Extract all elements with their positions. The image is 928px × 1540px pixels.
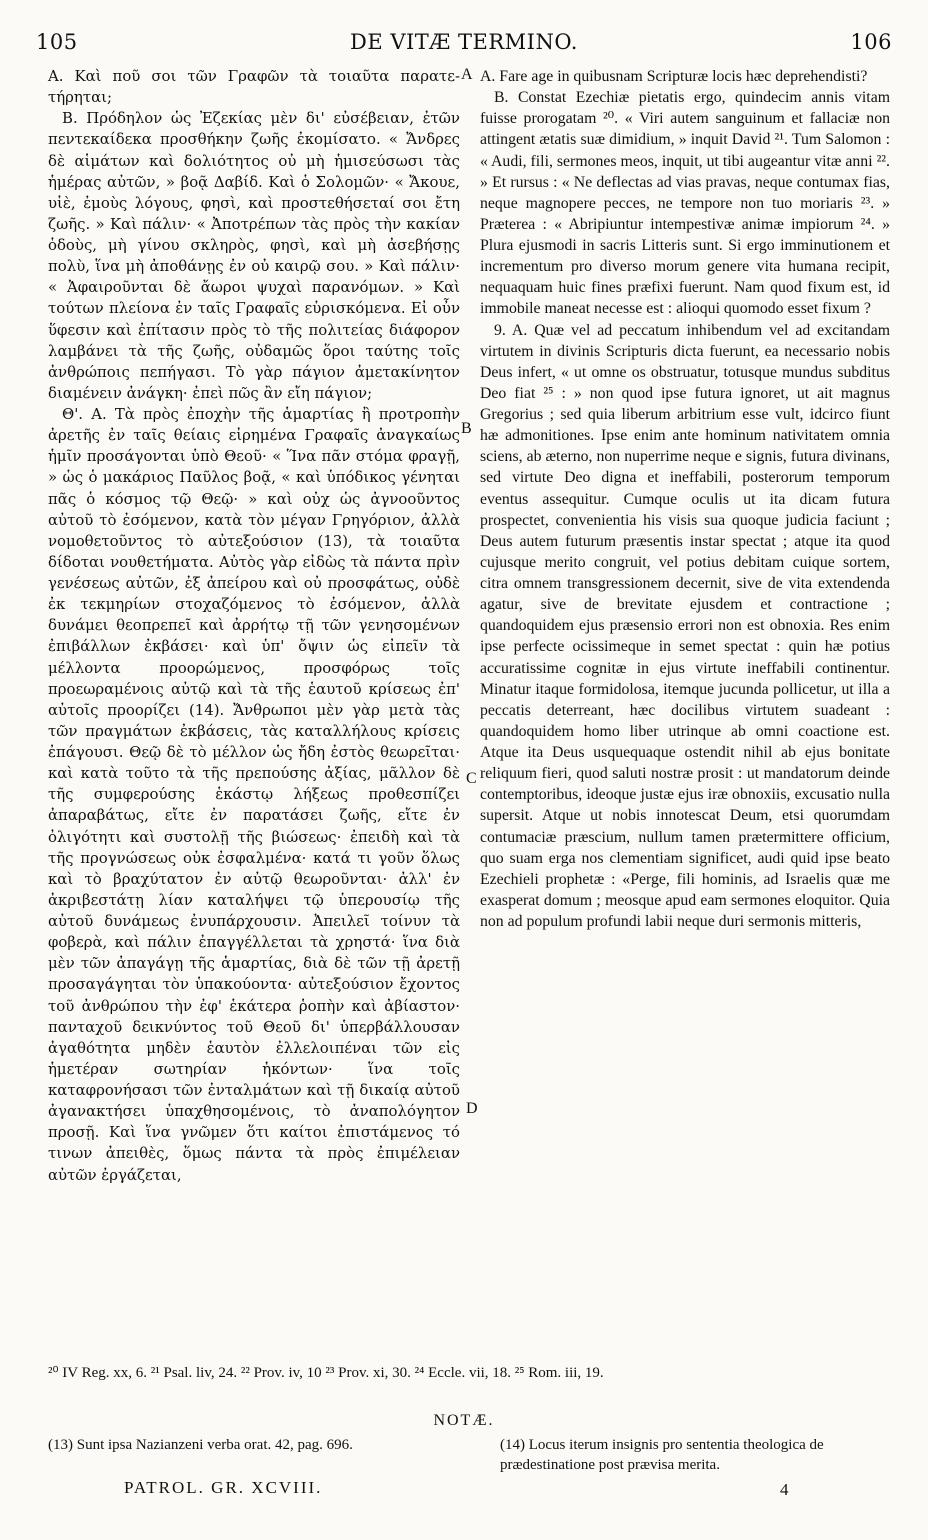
greek-paragraph-2: B. Πρόδηλον ὡς Ἐζεκίας μὲν δι' εὐσέβειαν, ἐτῶν πεντεκαίδεκα προσθήκην ζωῆς ἐκομίσατο. « Ἄνδρες δὲ αἱμάτων καὶ δολιότητος οὐ μὴ ἡμισεύσωσι τὰς ἡμέρας αὐτῶν, » βοᾷ Δαβίδ. Καὶ ὁ Σολομῶν· « Ἄκουε, υἱὲ, ἐμοὺς λόγους, φησὶ, καὶ προστεθήσεταί σοι ἔτη ζωῆς. » Καὶ πάλιν· « Ἀποτρέπων τὰς πρὸς τὴν κακίαν ὁδοὺς, μὴ γίνου σκληρὸς, φησὶ, καὶ μὴ ἀσεβήσῃς πολὺ, ἵνα μὴ ἀποθάνῃς ἐν οὐ καιρῷ σου. » Καὶ πάλιν· « Ἀφαιροῦνται δὲ ἄωροι ψυχαὶ παρανόμων. » Καὶ τούτων πλείονα ἐν ταῖς Γραφαῖς εὑρισκόμενα. Εἰ οὖν ὕφεσιν καὶ ἐπίτασιν πρὸς τὸ τῆς πολιτείας διάφορον λαμβάνει τὰ τῆς ζωῆς, οὐδαμῶς ὅροι ταύτης τοῖς ἀνθρώποις πεπήγασι. Τὸ γὰρ πάγιον ἀμετακίνητον διαμένειν ἀνάγκη· ἐπεὶ πῶς ἂν εἴη πάγιον; [48,109,460,402]
running-title: DE VITÆ TERMINO. [350,30,578,54]
margin-letter-d: D [466,1100,478,1117]
signature-mark: 4 [780,1480,789,1499]
greek-column [48,66,460,1186]
latin-paragraph-3: 9. A. Quæ vel ad peccatum inhibendum vel ad excitandam virtutem in divinis Scripturis dicta fuerunt, ea necessario nobis Deus infert, « ut omne os obstruatur, totusque mundus subditus Deo fiat ²⁵ : » non quod ipse futura ignoret, ut ait magnus Gregorius ; sed quia liberum arbitrium esse vult, idcirco fiunt hæ admonitiones. Ipse enim ante hominum nativitatem omnia sciens, ab æterno, non nuperrime neque e signis, futura divinans, sed virtute Deo digna et ineffabili, posterorum temporum eventus assequitur. Cumque oculis ut ita dicam futura prospectet, convenientia his visis sua quoque judicia faciunt ; Deus autem futurum præsentis instar spectat ; atque ita quod cujusque merito congruit, vel potius debitam cuique sortem, citra omnem transgressionem decernit, sive de vita extendenda agatur, sive de brevitate ejusdem et contractione ; quandoquidem ejus præsensio errori non est obnoxia. Res enim ipse perfecte ocissimeque in semet spectat : quin hæ potius accuratissime cognitæ in ejus virtute ineffabili continentur. Minatur itaque formidolosa, itemque jucunda pollicetur, ut illa a peccatis deterreant, hæc docilibus virtutem suadeant : quandoquidem homo liber utrinque ab omni coactione est. Atque ita Deus usquequaque ostendit nihil ab ejus bonitate reliquum fieri, quod saluti nostræ prosit : ut mandatorum deinde contemptoribus, ideoque justæ ejus iræ obnoxiis, excusatio nulla supersit. Atque ut nobis innotescat Deum, etsi quorumdam contumaciæ præscium, nullum tamen prætermittere officium, quo suam erga nos clementiam significet, audi quid ipse beato Ezechieli prophetæ : «Perge, fili hominis, ad Israelis quæ me exasperat domum ; meosque apud eam sermones eloquitor. Quia non ad populum profundi labii neque duri sermonis mitteris, [480,321,890,930]
page-header [36,30,892,60]
latin-paragraph-1: A. Fare age in quibusnam Scripturæ locis hæc deprehendisti? [480,68,868,85]
series-footer: PATROL. GR. XCVIII. [124,1478,323,1497]
page-number-left: 105 [36,30,78,54]
margin-letter-b: B [461,420,472,437]
margin-letter-c: C [466,770,477,787]
greek-paragraph-3: Θ'. A. Τὰ πρὸς ἐποχὴν τῆς ἁμαρτίας ἢ προτροπὴν ἀρετῆς ἐν ταῖς θείαις εἰρημένα Γραφαῖς ἀναγκαίως ἡμῖν προσάγονται ὑπὸ Θεοῦ· « Ἵνα πᾶν στόμα φραγῇ, » ὡς ὁ μακάριος Παῦλος βοᾷ, « καὶ ὑπόδικος γένηται πᾶς ὁ κόσμος τῷ Θεῷ· » καὶ οὐχ ὡς ἀγνοοῦντος αὐτοῦ τὸ ἐσόμενον, κατὰ τὸν μέγαν Γρηγόριον, ἀλλὰ νομοθετοῦντος τὸ αὐτεξούσιον (13), τὰ τοιαῦτα δίδοται νουθετήματα. Αὐτὸς γὰρ εἰδὼς τὰ πάντα πρὶν γενέσεως αὐτῶν, ἐξ ἀπείρου καὶ οὐ προσφάτως, οὐδὲ ἐκ τεκμηρίων στοχαζόμενος τὸ ἐσόμενον, ἀλλὰ δυνάμει θεοπρεπεῖ καὶ ἀρρήτῳ τῇ τῶν γενησομένων ἐπιβάλλων ἐκβάσει· καὶ ὑπ' ὄψιν ὡς εἰπεῖν τὰ μέλλοντα προορώμενος, προσφόρως τοῖς προεωραμένοις αὐτῷ καὶ τὰ τῆς ἑαυτοῦ κρίσεως ἐπ' αὐτοῖς προορίζει (14). Ἄνθρωποι μὲν γὰρ μετὰ τὰς τῶν πραγμάτων ἐκβάσεις, τὰς καταλλήλους κρίσεις ἐπάγουσι. Θεῷ δὲ τὸ μέλλον ὡς ἤδη ἐστὸς θεωρεῖται· καὶ κατὰ τοῦτο τὰ τῆς πρεπούσης ἀξίας, μᾶλλον δὲ τῆς συμφερούσης ἑκάστῳ λήξεως προθεσπίζει ἀπαραβάτως, εἴτε ἐν παρατάσει ζωῆς, εἴτε ἐν ὀλιγότητι καὶ συστολῇ τῆς βιώσεως· ἐπειδὴ καὶ τὰ τῆς προγνώσεως οὐκ ἐσφαλμένα· κατά τι γοῦν ὅλως καὶ τὸ βραχύτατον ἐν αὐτῷ θεωροῦνται· ἀλλ' ἐν ἀκριβεστάτῃ λίαν καταλήψει τῷ ὑπερουσίῳ τῆς αὐτοῦ δυνάμεως ἐνυπάρχουσιν. Ἀπειλεῖ τοίνυν τὰ φοβερὰ, καὶ πάλιν ἐπαγγέλλεται τὰ χρηστά· ἵνα διὰ μὲν τῶν ἀπαγάγῃ τῆς ἁμαρτίας, διὰ δὲ τῶν τῇ ἀρετῇ προσαγάγηται τὸν ὑπακούοντα· αὐτεξούσιον ἔχοντος τοῦ ἀνθρώπου τὴν ἐφ' ἑκάτερα ῥοπὴν καὶ ἀβίαστον· πανταχοῦ δεικνύντος τοῦ Θεοῦ δι' ὑπερβάλλουσαν ἀγαθότητα μηδὲν ἑαυτὸν ἐλλελοιπέναι τῶν εἰς ἡμετέραν σωτηρίαν ἡκόντων· ἵνα τοῖς καταφρονήσασι τῶν ἐνταλμάτων καὶ τῇ δικαίᾳ αὐτοῦ ἀγανακτήσει ὑπαχθησομένοις, τὸ ἀναπολόγητον προσῇ. Καὶ ἵνα γνῶμεν ὅτι καίτοι ἐπιστάμενος τό τινων ἀπειθὲς, ὅμως πάντα τὰ πρὸς ἐπιμέλειαν αὐτῶν ἐργάζεται, [48,405,460,1184]
greek-paragraph-1: A. Καὶ ποῦ σοι τῶν Γραφῶν τὰ τοιαῦτα παρατε-τήρηται; [48,67,460,107]
note-13: (13) Sunt ipsa Nazianzeni verba orat. 42, pag. 696. [48,1437,353,1453]
margin-letter-a: A [461,66,473,83]
notes-title: NOTÆ. [433,1412,495,1429]
latin-paragraph-2: B. Constat Ezechiæ pietatis ergo, quindecim annis vitam fuisse prorogatam ²⁰. « Viri autem sanguinum et fallaciæ non attingent ætatis suæ dimidium, » inquit David ²¹. Tum Salomon : « Audi, fili, sermones meos, inquit, ut tibi augeantur vitæ anni ²². » Et rursus : « Ne deflectas ad vias pravas, neque contumax fias, neque magnopere pecces, ne tempore non tuo moriaris ²³. » Præterea : « Abripiuntur intempestivæ animæ impiorum ²⁴. » Plura ejusmodi in sacris Litteris sunt. Si ergo imminutionem et incrementum pro diverso morum genere vita humana recipit, nequaquam huic fines præfixi fuerunt. Nam quod fixum est, id immobile maneat necesse est : alioqui quomodo esset fixum ? [480,89,890,318]
page-number-right: 106 [850,30,892,54]
latin-column [480,66,890,932]
note-14: (14) Locus iterum insignis pro sententia theologica de prædestinatione post prævisa merita. [500,1437,824,1473]
scripture-references: ²⁰ IV Reg. xx, 6. ²¹ Psal. liv, 24. ²² Prov. iv, 10 ²³ Prov. xi, 30. ²⁴ Eccle. vii, 18. ²⁵ Rom. iii, 19. [48,1365,604,1381]
